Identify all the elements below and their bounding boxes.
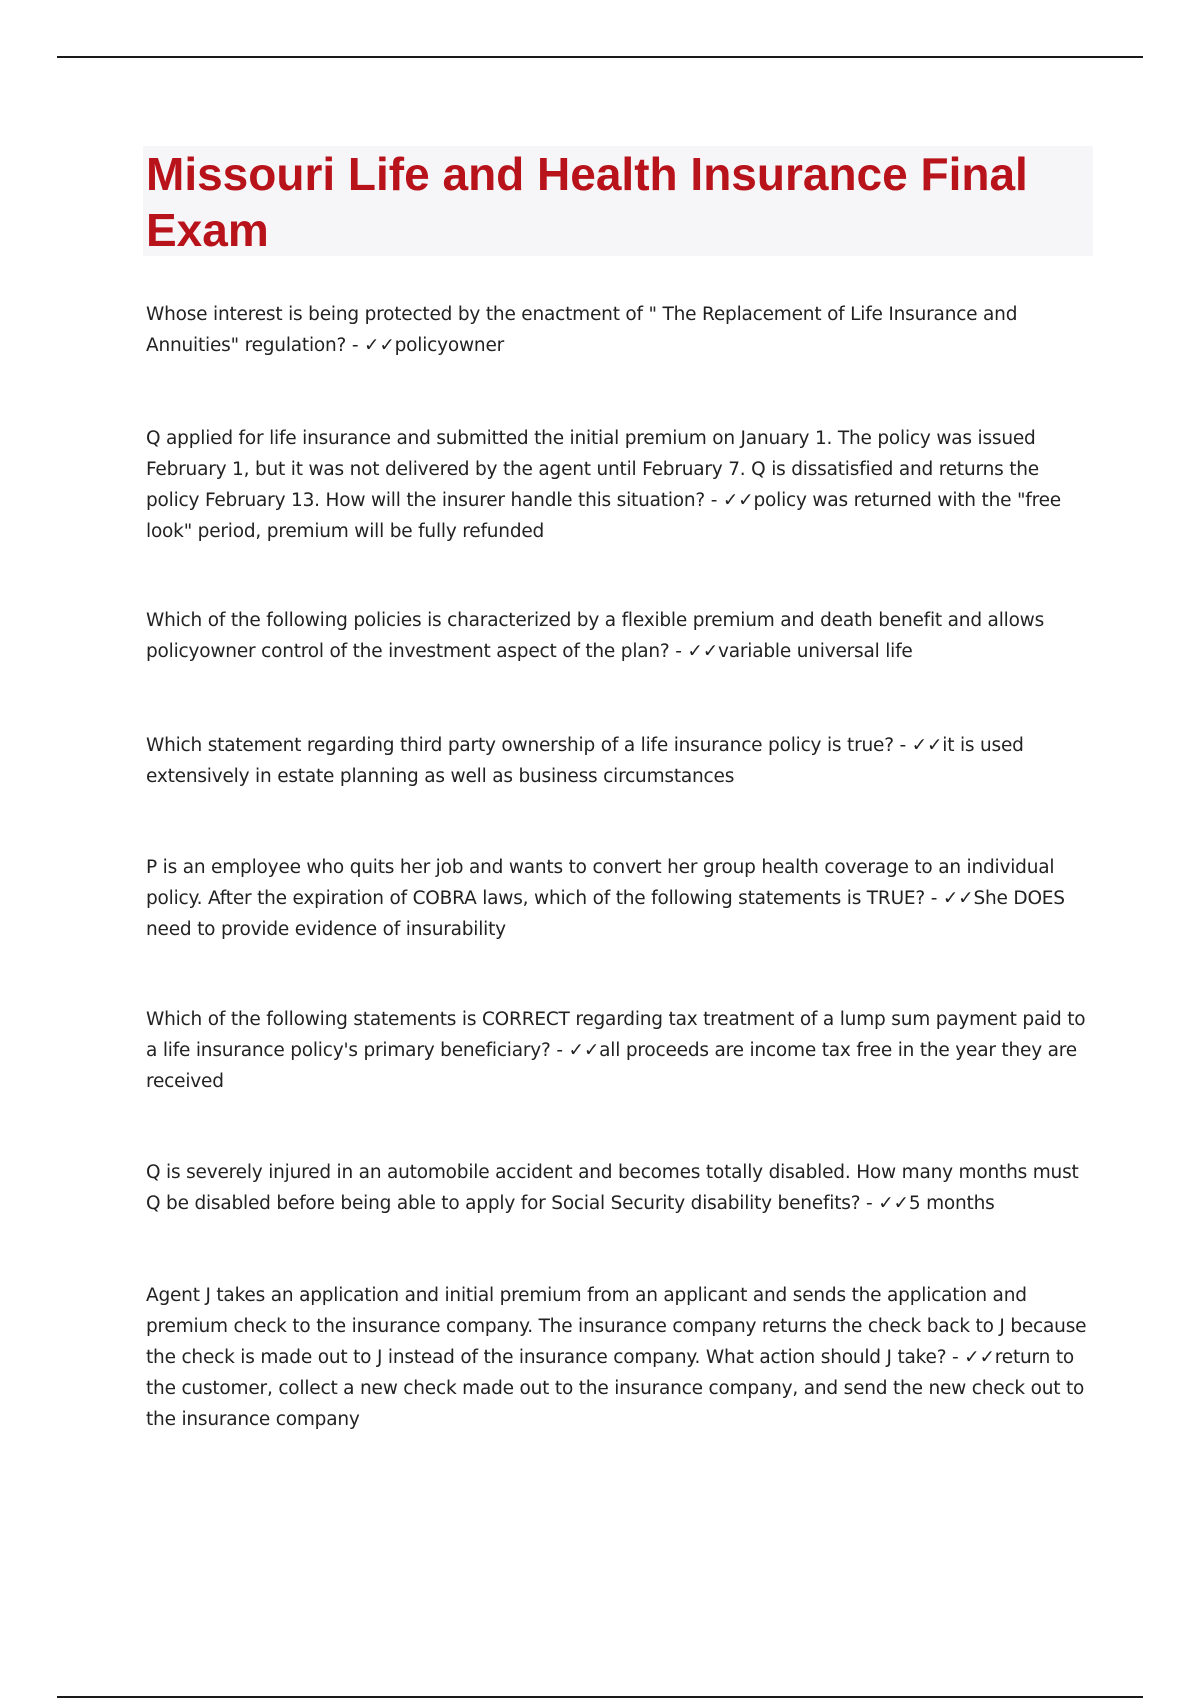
qa-item xyxy=(146,1004,1091,1097)
qa-item xyxy=(146,852,1091,945)
separator: - xyxy=(550,1040,569,1061)
check-icon: ✓✓ xyxy=(722,490,754,511)
answer-text: 5 months xyxy=(908,1193,995,1214)
separator: - xyxy=(946,1347,965,1368)
question-text: Agent J takes an application and initial premium from an applicant and sends the application and premium check to the insurance company. The insurance company returns the check back to J because the check is made out to J instead of the insurance company. What action should J take? xyxy=(146,1285,1087,1368)
answer-text: policy was returned with the "free look" period, premium will be fully refunded xyxy=(146,490,1061,542)
answer-text: variable universal life xyxy=(718,641,913,662)
separator: - xyxy=(669,641,688,662)
top-divider xyxy=(57,56,1143,58)
separator: - xyxy=(893,735,912,756)
check-icon: ✓✓ xyxy=(878,1193,909,1214)
bottom-divider xyxy=(57,1696,1143,1698)
check-icon: ✓✓ xyxy=(942,888,974,909)
separator: - xyxy=(925,888,943,909)
qa-item xyxy=(146,730,1091,792)
check-icon: ✓✓ xyxy=(364,335,395,356)
answer-text: policyowner xyxy=(394,335,505,356)
separator: - xyxy=(860,1193,879,1214)
answer-text: all proceeds are income tax free in the year they are received xyxy=(146,1040,1077,1092)
question-text: Whose interest is being protected by the enactment of " The Replacement of Life Insurance and Annuities" regulation? xyxy=(146,304,1018,356)
qa-item xyxy=(146,299,1091,361)
check-icon: ✓✓ xyxy=(568,1040,600,1061)
qa-item xyxy=(146,1157,1091,1219)
question-text: P is an employee who quits her job and wants to convert her group health coverage to an individual policy. After the expiration of COBRA laws, which of the following statements is TRUE? xyxy=(146,857,1055,909)
separator: - xyxy=(705,490,723,511)
question-text: Q is severely injured in an automobile accident and becomes totally disabled. How many months must Q be disabled before being able to apply for Social Security disability benefits? xyxy=(146,1162,1079,1214)
answer-text: She DOES need to provide evidence of insurability xyxy=(146,888,1065,940)
document-title: Missouri Life and Health Insurance Final Exam xyxy=(146,148,1028,256)
qa-item xyxy=(146,423,1091,547)
qa-item xyxy=(146,605,1091,667)
check-icon: ✓✓ xyxy=(911,735,943,756)
question-text: Which statement regarding third party ownership of a life insurance policy is true? xyxy=(146,735,894,756)
qa-item xyxy=(146,1280,1091,1435)
title-banner xyxy=(143,146,1093,256)
check-icon: ✓✓ xyxy=(964,1347,995,1368)
question-text: Which of the following statements is CORRECT regarding tax treatment of a lump sum payment paid to a life insurance policy's primary beneficiary? xyxy=(146,1009,1086,1061)
question-text: Which of the following policies is characterized by a flexible premium and death benefit and allows policyowner control of the investment aspect of the plan? xyxy=(146,610,1045,662)
question-text: Q applied for life insurance and submitted the initial premium on January 1. The policy was issued February 1, but it was not delivered by the agent until February 7. Q is dissatisfied and returns the policy February 13. How will the insurer handle this situation? xyxy=(146,428,1039,511)
answer-text: it is used extensively in estate planning as well as business circumstances xyxy=(146,735,1024,787)
answer-text: return to the customer, collect a new check made out to the insurance company, and send the new check out to the insurance company xyxy=(146,1347,1085,1430)
check-icon: ✓✓ xyxy=(687,641,718,662)
separator: - xyxy=(346,335,365,356)
